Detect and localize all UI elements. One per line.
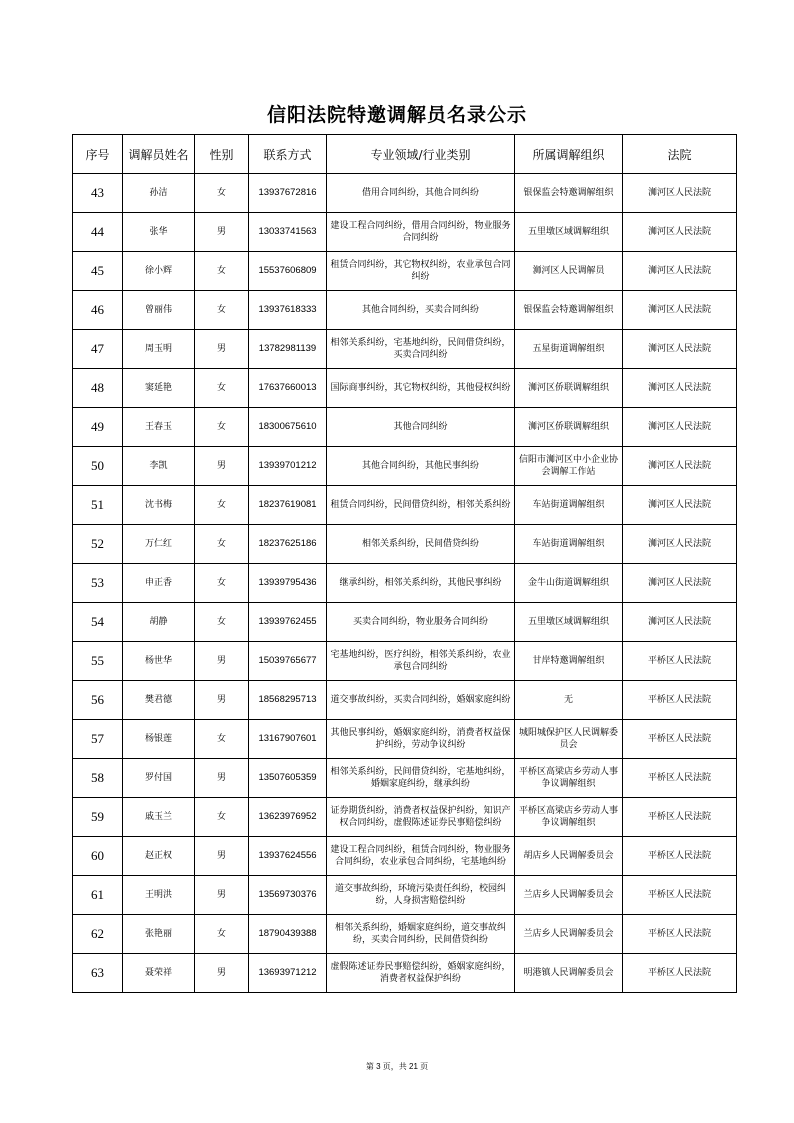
mediator-roster-table — [72, 134, 737, 993]
cell-no: 52 — [73, 525, 123, 564]
cell-name: 万仁红 — [123, 525, 195, 564]
cell-org: 银保监会特邀调解组织 — [515, 291, 623, 330]
cell-court: 平桥区人民法院 — [623, 681, 737, 720]
cell-name: 曾丽伟 — [123, 291, 195, 330]
header-org: 所属调解组织 — [515, 135, 623, 174]
table-row — [73, 486, 737, 525]
cell-gender: 男 — [195, 759, 249, 798]
cell-phone: 13693971212 — [249, 954, 327, 993]
cell-gender: 男 — [195, 837, 249, 876]
cell-field: 其他合同纠纷，买卖合同纠纷 — [327, 291, 515, 330]
table-row — [73, 915, 737, 954]
cell-field: 建设工程合同纠纷，租赁合同纠纷，物业服务合同纠纷，农业承包合同纠纷，宅基地纠纷 — [327, 837, 515, 876]
header-name: 调解员姓名 — [123, 135, 195, 174]
cell-gender: 男 — [195, 447, 249, 486]
cell-org: 浉河区侨联调解组织 — [515, 369, 623, 408]
header-gender: 性别 — [195, 135, 249, 174]
cell-no: 50 — [73, 447, 123, 486]
cell-org: 车站街道调解组织 — [515, 525, 623, 564]
cell-field: 继承纠纷，相邻关系纠纷，其他民事纠纷 — [327, 564, 515, 603]
cell-no: 63 — [73, 954, 123, 993]
cell-name: 李凯 — [123, 447, 195, 486]
cell-name: 樊君德 — [123, 681, 195, 720]
table-row — [73, 369, 737, 408]
cell-phone: 18568295713 — [249, 681, 327, 720]
cell-no: 53 — [73, 564, 123, 603]
table-header-row — [73, 135, 737, 174]
cell-name: 王明洪 — [123, 876, 195, 915]
cell-no: 43 — [73, 174, 123, 213]
cell-org: 平桥区高梁店乡劳动人事争议调解组织 — [515, 798, 623, 837]
cell-name: 申正香 — [123, 564, 195, 603]
cell-gender: 男 — [195, 213, 249, 252]
cell-no: 57 — [73, 720, 123, 759]
cell-name: 徐小辉 — [123, 252, 195, 291]
table-body — [73, 174, 737, 993]
cell-phone: 18790439388 — [249, 915, 327, 954]
cell-gender: 女 — [195, 174, 249, 213]
cell-court: 浉河区人民法院 — [623, 213, 737, 252]
cell-court: 浉河区人民法院 — [623, 291, 737, 330]
cell-name: 周玉明 — [123, 330, 195, 369]
cell-name: 沈书梅 — [123, 486, 195, 525]
cell-gender: 女 — [195, 525, 249, 564]
cell-phone: 13939762455 — [249, 603, 327, 642]
cell-gender: 女 — [195, 291, 249, 330]
cell-court: 平桥区人民法院 — [623, 876, 737, 915]
cell-field: 租赁合同纠纷，其它物权纠纷，农业承包合同纠纷 — [327, 252, 515, 291]
cell-gender: 男 — [195, 681, 249, 720]
cell-phone: 13937624556 — [249, 837, 327, 876]
cell-field: 其他合同纠纷 — [327, 408, 515, 447]
cell-name: 张艳丽 — [123, 915, 195, 954]
cell-field: 国际商事纠纷，其它物权纠纷，其他侵权纠纷 — [327, 369, 515, 408]
cell-field: 证券期货纠纷，消费者权益保护纠纷，知识产权合同纠纷，虚假陈述证券民事赔偿纠纷 — [327, 798, 515, 837]
table-row — [73, 447, 737, 486]
cell-name: 杨银莲 — [123, 720, 195, 759]
table-row — [73, 876, 737, 915]
cell-gender: 女 — [195, 252, 249, 291]
cell-name: 王春玉 — [123, 408, 195, 447]
cell-field: 借用合同纠纷，其他合同纠纷 — [327, 174, 515, 213]
cell-org: 车站街道调解组织 — [515, 486, 623, 525]
cell-court: 平桥区人民法院 — [623, 759, 737, 798]
cell-name: 赵正权 — [123, 837, 195, 876]
cell-court: 平桥区人民法院 — [623, 954, 737, 993]
cell-gender: 男 — [195, 330, 249, 369]
cell-field: 相邻关系纠纷，宅基地纠纷，民间借贷纠纷，买卖合同纠纷 — [327, 330, 515, 369]
header-no: 序号 — [73, 135, 123, 174]
cell-phone: 18300675610 — [249, 408, 327, 447]
cell-phone: 13507605359 — [249, 759, 327, 798]
cell-gender: 女 — [195, 720, 249, 759]
cell-court: 浉河区人民法院 — [623, 252, 737, 291]
cell-court: 浉河区人民法院 — [623, 486, 737, 525]
table-row — [73, 213, 737, 252]
cell-phone: 13937618333 — [249, 291, 327, 330]
table-row — [73, 759, 737, 798]
cell-org: 浉河区侨联调解组织 — [515, 408, 623, 447]
table-row — [73, 564, 737, 603]
cell-phone: 17637660013 — [249, 369, 327, 408]
table-row — [73, 291, 737, 330]
cell-court: 浉河区人民法院 — [623, 174, 737, 213]
cell-org: 胡店乡人民调解委员会 — [515, 837, 623, 876]
table-row — [73, 408, 737, 447]
cell-org: 五里墩区域调解组织 — [515, 603, 623, 642]
cell-court: 浉河区人民法院 — [623, 447, 737, 486]
cell-field: 建设工程合同纠纷，借用合同纠纷，物业服务合同纠纷 — [327, 213, 515, 252]
cell-name: 罗付国 — [123, 759, 195, 798]
cell-no: 55 — [73, 642, 123, 681]
cell-gender: 女 — [195, 603, 249, 642]
table-row — [73, 681, 737, 720]
cell-gender: 男 — [195, 642, 249, 681]
cell-gender: 女 — [195, 915, 249, 954]
cell-no: 51 — [73, 486, 123, 525]
cell-court: 平桥区人民法院 — [623, 837, 737, 876]
cell-field: 其他民事纠纷，婚姻家庭纠纷，消费者权益保护纠纷，劳动争议纠纷 — [327, 720, 515, 759]
table-row — [73, 837, 737, 876]
cell-org: 城阳城保护区人民调解委员会 — [515, 720, 623, 759]
cell-no: 60 — [73, 837, 123, 876]
cell-gender: 女 — [195, 369, 249, 408]
cell-phone: 13937672816 — [249, 174, 327, 213]
cell-court: 浉河区人民法院 — [623, 369, 737, 408]
table-row — [73, 330, 737, 369]
cell-field: 道交事故纠纷，环境污染责任纠纷，校园纠纷，人身损害赔偿纠纷 — [327, 876, 515, 915]
cell-org: 无 — [515, 681, 623, 720]
cell-no: 47 — [73, 330, 123, 369]
header-field: 专业领域/行业类别 — [327, 135, 515, 174]
cell-no: 59 — [73, 798, 123, 837]
cell-gender: 男 — [195, 876, 249, 915]
table-row — [73, 174, 737, 213]
cell-field: 租赁合同纠纷，民间借贷纠纷，相邻关系纠纷 — [327, 486, 515, 525]
cell-org: 信阳市浉河区中小企业协会调解工作站 — [515, 447, 623, 486]
cell-phone: 13939701212 — [249, 447, 327, 486]
cell-name: 聂荣祥 — [123, 954, 195, 993]
table-row — [73, 603, 737, 642]
cell-court: 平桥区人民法院 — [623, 720, 737, 759]
table-row — [73, 720, 737, 759]
table-row — [73, 252, 737, 291]
cell-gender: 男 — [195, 954, 249, 993]
cell-name: 杨世华 — [123, 642, 195, 681]
cell-gender: 女 — [195, 486, 249, 525]
cell-phone: 15039765677 — [249, 642, 327, 681]
page-title: 信阳法院特邀调解员名录公示 — [266, 104, 527, 126]
cell-court: 浉河区人民法院 — [623, 408, 737, 447]
cell-gender: 女 — [195, 798, 249, 837]
cell-org: 五星街道调解组织 — [515, 330, 623, 369]
cell-name: 孙洁 — [123, 174, 195, 213]
cell-org: 兰店乡人民调解委员会 — [515, 876, 623, 915]
cell-court: 平桥区人民法院 — [623, 915, 737, 954]
cell-phone: 18237625186 — [249, 525, 327, 564]
cell-phone: 15537606809 — [249, 252, 327, 291]
table-row — [73, 954, 737, 993]
cell-org: 甘岸特邀调解组织 — [515, 642, 623, 681]
cell-org: 平桥区高梁店乡劳动人事争议调解组织 — [515, 759, 623, 798]
cell-gender: 女 — [195, 408, 249, 447]
cell-no: 54 — [73, 603, 123, 642]
cell-field: 买卖合同纠纷，物业服务合同纠纷 — [327, 603, 515, 642]
header-court: 法院 — [623, 135, 737, 174]
header-phone: 联系方式 — [249, 135, 327, 174]
cell-name: 戚玉兰 — [123, 798, 195, 837]
cell-org: 浉河区人民调解员 — [515, 252, 623, 291]
cell-org: 银保监会特邀调解组织 — [515, 174, 623, 213]
cell-no: 61 — [73, 876, 123, 915]
cell-field: 宅基地纠纷，医疗纠纷，相邻关系纠纷，农业承包合同纠纷 — [327, 642, 515, 681]
cell-field: 道交事故纠纷，买卖合同纠纷，婚姻家庭纠纷 — [327, 681, 515, 720]
cell-phone: 13167907601 — [249, 720, 327, 759]
cell-court: 浉河区人民法院 — [623, 330, 737, 369]
cell-field: 其他合同纠纷，其他民事纠纷 — [327, 447, 515, 486]
table-row — [73, 798, 737, 837]
cell-court: 浉河区人民法院 — [623, 525, 737, 564]
cell-phone: 13623976952 — [249, 798, 327, 837]
cell-court: 浉河区人民法院 — [623, 564, 737, 603]
cell-court: 平桥区人民法院 — [623, 642, 737, 681]
cell-org: 兰店乡人民调解委员会 — [515, 915, 623, 954]
cell-org: 金牛山街道调解组织 — [515, 564, 623, 603]
cell-name: 窦延艳 — [123, 369, 195, 408]
cell-field: 相邻关系纠纷，民间借贷纠纷 — [327, 525, 515, 564]
cell-field: 虚假陈述证券民事赔偿纠纷，婚姻家庭纠纷，消费者权益保护纠纷 — [327, 954, 515, 993]
cell-phone: 18237619081 — [249, 486, 327, 525]
table-row — [73, 642, 737, 681]
cell-name: 张华 — [123, 213, 195, 252]
cell-phone: 13033741563 — [249, 213, 327, 252]
cell-court: 平桥区人民法院 — [623, 798, 737, 837]
table-row — [73, 525, 737, 564]
cell-no: 44 — [73, 213, 123, 252]
cell-no: 49 — [73, 408, 123, 447]
cell-phone: 13939795436 — [249, 564, 327, 603]
cell-no: 56 — [73, 681, 123, 720]
cell-court: 浉河区人民法院 — [623, 603, 737, 642]
cell-field: 相邻关系纠纷，婚姻家庭纠纷，道交事故纠纷，买卖合同纠纷，民间借贷纠纷 — [327, 915, 515, 954]
cell-org: 五里墩区域调解组织 — [515, 213, 623, 252]
page-footer: 第 3 页，共 21 页 — [365, 1062, 429, 1071]
cell-field: 相邻关系纠纷，民间借贷纠纷，宅基地纠纷，婚姻家庭纠纷，继承纠纷 — [327, 759, 515, 798]
cell-no: 48 — [73, 369, 123, 408]
cell-org: 明港镇人民调解委员会 — [515, 954, 623, 993]
cell-no: 58 — [73, 759, 123, 798]
cell-no: 62 — [73, 915, 123, 954]
cell-no: 46 — [73, 291, 123, 330]
cell-no: 45 — [73, 252, 123, 291]
cell-gender: 女 — [195, 564, 249, 603]
cell-name: 胡静 — [123, 603, 195, 642]
cell-phone: 13782981139 — [249, 330, 327, 369]
cell-phone: 13569730376 — [249, 876, 327, 915]
